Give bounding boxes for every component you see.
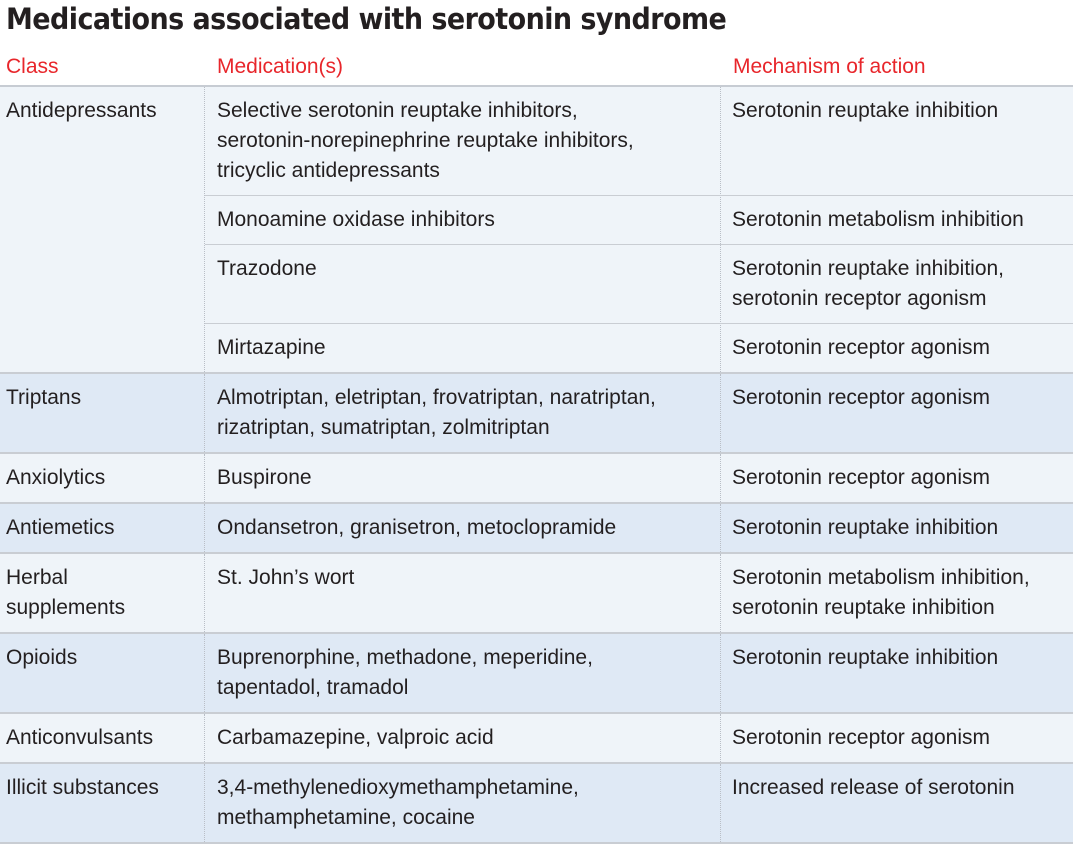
table-row-group (0, 374, 1073, 454)
medication-cell (205, 764, 719, 842)
mechanism-cell (719, 374, 1072, 452)
medication-line: serotonin-norepinephrine reuptake inhibitors, (217, 129, 634, 152)
table-row-group (0, 554, 1073, 634)
table-row-group (0, 87, 1073, 374)
medications-table (0, 51, 1073, 844)
table-row (205, 374, 1073, 452)
header-medications: Medication(s) (217, 55, 344, 78)
mechanism-line: Serotonin receptor agonism (732, 466, 990, 489)
table-row (205, 634, 1073, 712)
table-title: Medications associated with serotonin syndrome (6, 2, 727, 36)
table-row-group (0, 714, 1073, 764)
mechanism-line: serotonin receptor agonism (732, 287, 987, 310)
mechanism-line: Increased release of serotonin (732, 776, 1015, 799)
medication-line: Monoamine oxidase inhibitors (217, 208, 495, 231)
medication-line: Buspirone (217, 466, 312, 489)
medication-line: Almotriptan, eletriptan, frovatriptan, naratriptan, (217, 386, 656, 409)
table-row (205, 244, 1073, 323)
mechanism-line: Serotonin reuptake inhibition (732, 516, 999, 539)
medication-line: Selective serotonin reuptake inhibitors, (217, 99, 578, 122)
medication-cell (205, 196, 719, 244)
class-cell: Anxiolytics (6, 466, 106, 489)
mechanism-line: Serotonin metabolism inhibition (732, 208, 1024, 231)
medication-line: Trazodone (217, 257, 317, 280)
mechanism-cell (719, 87, 1072, 195)
medication-line: Carbamazepine, valproic acid (217, 726, 494, 749)
class-line: Herbal (6, 566, 68, 589)
medication-line: tapentadol, tramadol (217, 676, 409, 699)
medication-cell (205, 554, 719, 632)
table-row (205, 195, 1073, 244)
mechanism-line: Serotonin reuptake inhibition (732, 646, 999, 669)
table-row (205, 454, 1073, 502)
class-cell: Anticonvulsants (6, 726, 154, 749)
medication-line: rizatriptan, sumatriptan, zolmitriptan (217, 416, 550, 439)
table-row (205, 714, 1073, 762)
table-row-group (0, 634, 1073, 714)
mechanism-line: Serotonin reuptake inhibition (732, 99, 999, 122)
medication-cell (205, 504, 719, 552)
mechanism-line: Serotonin reuptake inhibition, (732, 257, 1005, 280)
medication-line: methamphetamine, cocaine (217, 806, 475, 829)
table-row (205, 554, 1073, 632)
header-mechanism: Mechanism of action (733, 55, 926, 78)
mechanism-line: Serotonin receptor agonism (732, 336, 990, 359)
medication-cell (205, 454, 719, 502)
mechanism-cell (719, 454, 1072, 502)
mechanism-line: Serotonin metabolism inhibition, (732, 566, 1030, 589)
mechanism-line: Serotonin receptor agonism (732, 386, 990, 409)
medication-cell (205, 87, 719, 195)
medication-cell (205, 714, 719, 762)
table-row (205, 764, 1073, 842)
mechanism-cell (719, 245, 1072, 323)
mechanism-cell (719, 634, 1072, 712)
mechanism-line: serotonin reuptake inhibition (732, 596, 995, 619)
class-cell: Antiemetics (6, 516, 115, 539)
class-cell: Illicit substances (6, 776, 159, 799)
mechanism-line: Serotonin receptor agonism (732, 726, 990, 749)
mechanism-cell (719, 324, 1072, 372)
mechanism-cell (719, 196, 1072, 244)
class-line: supplements (6, 596, 126, 619)
class-cell: Opioids (6, 646, 78, 669)
medication-line: tricyclic antidepressants (217, 159, 440, 182)
medication-line: Ondansetron, granisetron, metoclopramide (217, 516, 617, 539)
medication-cell (205, 245, 719, 323)
medication-line: St. John’s wort (217, 566, 355, 589)
medication-cell (205, 324, 719, 372)
mechanism-cell (719, 504, 1072, 552)
table-row (205, 504, 1073, 552)
table-body (0, 87, 1073, 844)
medication-cell (205, 634, 719, 712)
class-cell: Triptans (6, 386, 82, 409)
header-class: Class (6, 55, 59, 78)
table-row-group (0, 764, 1073, 844)
class-cell (6, 563, 201, 623)
mechanism-cell (719, 764, 1072, 842)
table-row (205, 87, 1073, 195)
class-cell: Antidepressants (6, 99, 157, 122)
table-header (0, 51, 1073, 87)
table-row-group (0, 454, 1073, 504)
table-row-group (0, 504, 1073, 554)
mechanism-cell (719, 554, 1072, 632)
mechanism-cell (719, 714, 1072, 762)
medication-line: Buprenorphine, methadone, meperidine, (217, 646, 593, 669)
medication-cell (205, 374, 719, 452)
medication-line: Mirtazapine (217, 336, 326, 359)
medication-line: 3,4-methylenedioxymethamphetamine, (217, 776, 579, 799)
table-row (205, 323, 1073, 372)
